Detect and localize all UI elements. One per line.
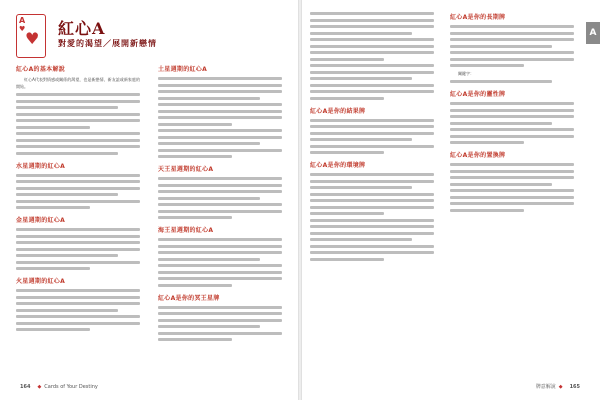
right-column-1 <box>310 12 434 264</box>
section-heading: 紅心A是你的靈性牌 <box>450 91 506 99</box>
section-heading: 海王星週期的紅心A <box>158 227 214 234</box>
section-name: 牌意解說 <box>535 384 556 390</box>
section-heading: 紅心A是你的結果牌 <box>310 107 366 115</box>
diamond-icon: ◆ <box>558 384 563 390</box>
section-heading: 水星週期的紅心A <box>16 162 66 170</box>
keyword-label: 關鍵字： <box>458 70 474 76</box>
page-subtitle: 對愛的渴望／展開新戀情 <box>58 39 157 48</box>
section-heading: 金星週期的紅心A <box>16 217 66 225</box>
section-heading: 土星週期的紅心A <box>158 66 208 73</box>
section-heading: 天王星週期的紅心A <box>158 166 214 173</box>
body-paragraph: 紅心A代表對情感或關係的渴望，也是新戀情、新友誼或新家庭的開始。 <box>16 77 140 89</box>
section-heading: 紅心A是你的環境牌 <box>310 162 366 169</box>
section-heading: 紅心A是你的置換牌 <box>450 152 506 160</box>
section-heading: 紅心A的基本解說 <box>16 66 66 73</box>
left-column-1 <box>16 64 140 335</box>
left-column-2 <box>158 64 282 345</box>
page-number: 165 <box>569 384 580 390</box>
page-title: 紅心A <box>58 19 106 38</box>
section-heading: 紅心A是你的長期牌 <box>450 14 506 21</box>
page-number: 164 <box>20 384 31 390</box>
right-page <box>302 0 600 400</box>
diamond-icon: ◆ <box>37 384 42 390</box>
section-heading: 紅心A是你的冥王星牌 <box>158 294 220 302</box>
book-title: Cards of Your Destiny <box>44 384 98 390</box>
card-rank: A <box>19 16 26 25</box>
playing-card-graphic <box>16 14 46 58</box>
heart-icon: ♥ <box>25 29 40 48</box>
right-footer <box>536 383 584 390</box>
right-column-2 <box>450 12 574 215</box>
heart-icon: ♥ <box>19 25 26 33</box>
chapter-tab: A <box>586 22 600 44</box>
left-page <box>0 0 298 400</box>
section-heading: 火星週期的紅心A <box>16 278 66 286</box>
left-footer <box>16 384 98 390</box>
